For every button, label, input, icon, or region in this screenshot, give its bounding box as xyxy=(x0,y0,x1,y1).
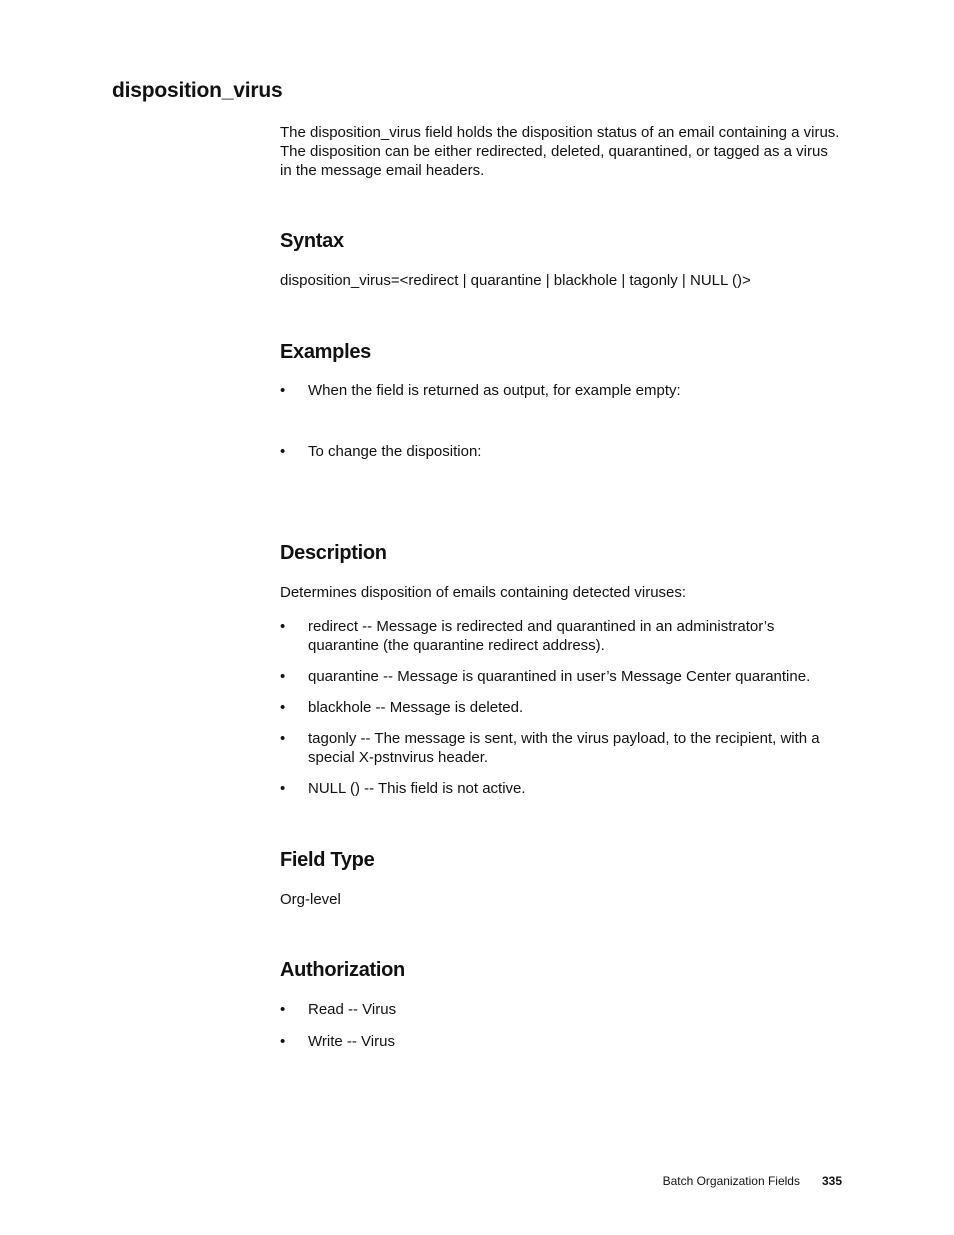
bullet-marker: • xyxy=(280,730,286,747)
intro-paragraph: The disposition_virus field holds the disposition status of an email containing a virus. The disposition can be either redirected, deleted, quarantined, or tagged as a virus in the message email headers. xyxy=(280,124,840,179)
bullet-marker: • xyxy=(280,780,286,797)
example-item-change: To change the disposition: xyxy=(308,443,482,460)
description-item-redirect: redirect -- Message is redirected and quarantined in an administrator’s quarantine (the quarantine redirect address). xyxy=(308,618,775,654)
authorization-item-write: Write -- Virus xyxy=(308,1033,395,1050)
bullet-marker: • xyxy=(280,1001,286,1018)
bullet-marker: • xyxy=(280,699,286,716)
description-lead: Determines disposition of emails containing detected viruses: xyxy=(280,584,687,601)
examples-heading: Examples xyxy=(280,341,371,363)
page-number: 335 xyxy=(821,1174,842,1188)
field-type-value: Org-level xyxy=(280,891,341,908)
description-item-blackhole: blackhole -- Message is deleted. xyxy=(308,699,524,716)
bullet-marker: • xyxy=(280,668,286,685)
bullet-marker: • xyxy=(280,382,286,399)
bullet-marker: • xyxy=(280,618,286,635)
description-item-null: NULL () -- This field is not active. xyxy=(308,780,526,797)
bullet-marker: • xyxy=(280,1033,286,1050)
field-type-heading: Field Type xyxy=(280,849,375,871)
authorization-heading: Authorization xyxy=(280,959,405,981)
description-item-tagonly: tagonly -- The message is sent, with the virus payload, to the recipient, with a special X-pstnvirus header. xyxy=(308,730,820,766)
description-heading: Description xyxy=(280,542,387,564)
syntax-heading: Syntax xyxy=(280,230,344,252)
page-footer xyxy=(620,1174,842,1189)
example-item-output: When the field is returned as output, for example empty: xyxy=(308,382,681,399)
syntax-text: disposition_virus=<redirect | quarantine | blackhole | tagonly | NULL ()> xyxy=(280,272,751,289)
bullet-marker: • xyxy=(280,443,286,460)
authorization-item-read: Read -- Virus xyxy=(308,1001,397,1018)
footer-section-title: Batch Organization Fields xyxy=(662,1174,800,1188)
description-item-quarantine: quarantine -- Message is quarantined in user’s Message Center quarantine. xyxy=(308,668,811,685)
page-title: disposition_virus xyxy=(112,79,283,102)
